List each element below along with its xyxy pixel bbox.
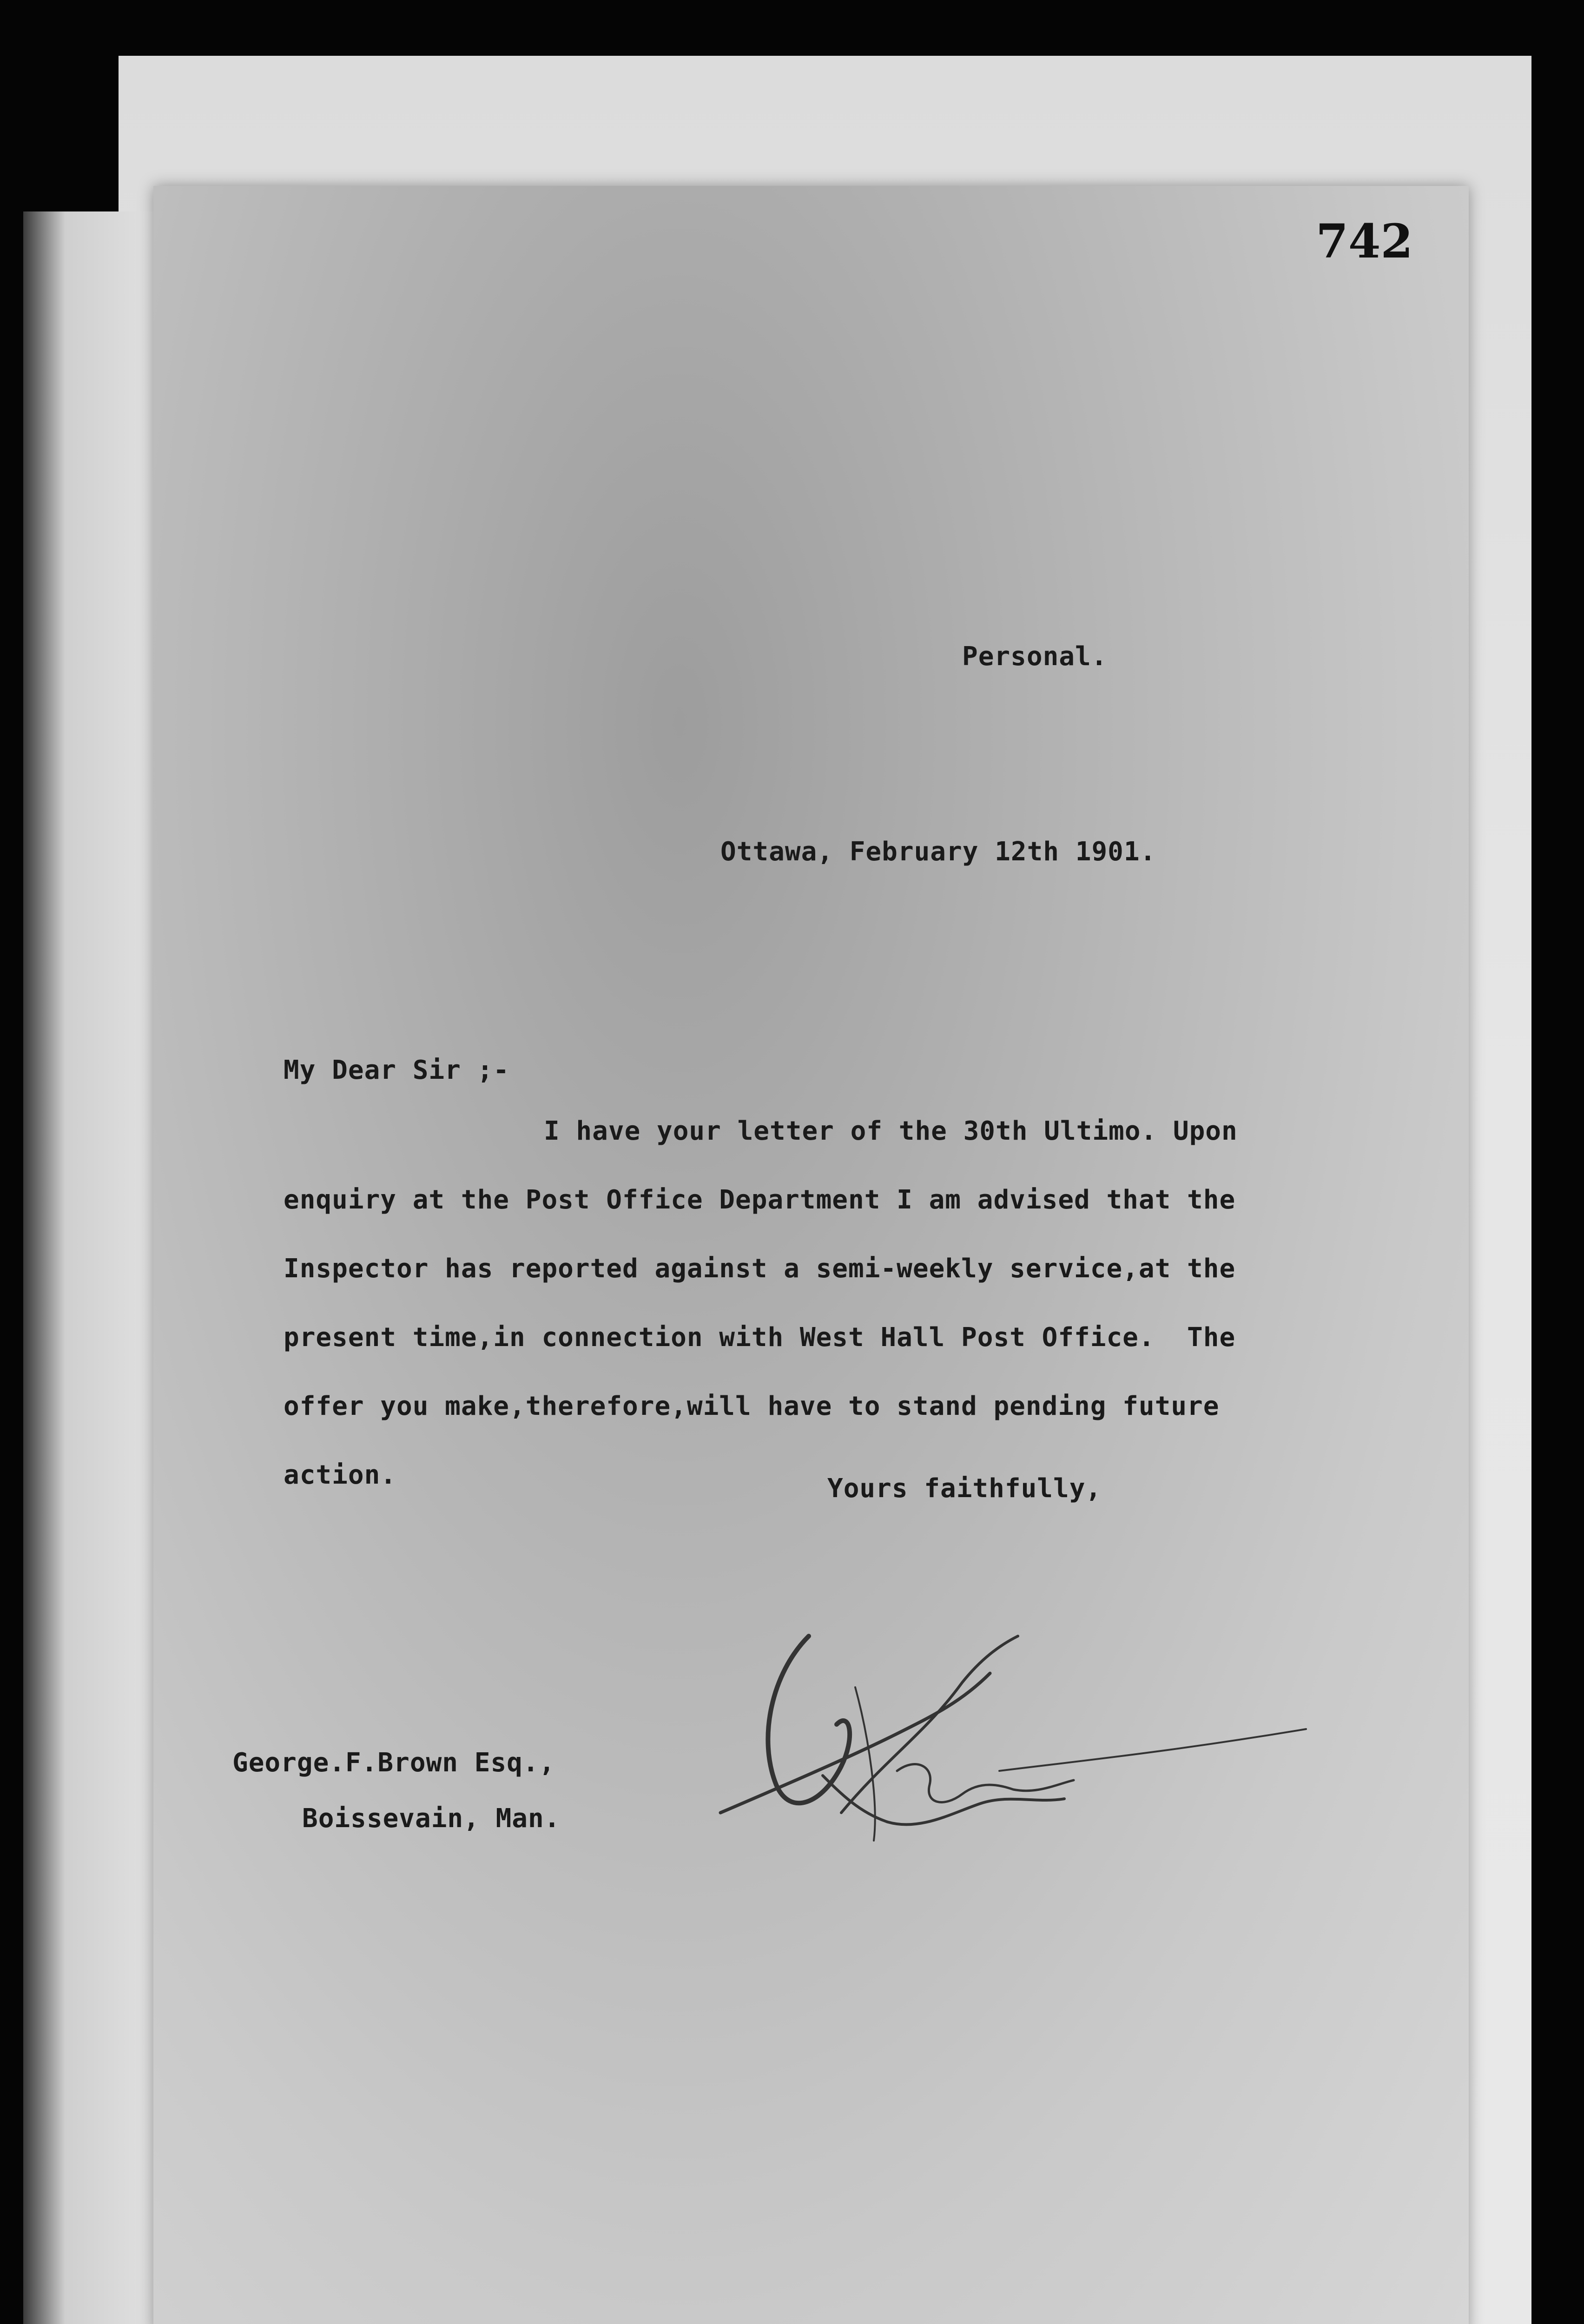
salutation: My Dear Sir ;- xyxy=(284,1055,510,1085)
body-line: action. xyxy=(284,1460,397,1490)
body-line: I have your letter of the 30th Ultimo. Upon xyxy=(544,1116,1238,1146)
letter-sheet xyxy=(153,186,1469,2324)
body-line: present time,in connection with West Hall Post Office. The xyxy=(284,1322,1236,1353)
body-line: offer you make,therefore,will have to stand pending future xyxy=(284,1391,1220,1421)
left-folded-strip xyxy=(23,211,163,2324)
recipient-name: George.F.Brown Esq., xyxy=(232,1748,555,1778)
date-line: Ottawa, February 12th 1901. xyxy=(720,837,1156,867)
closing: Yours faithfully, xyxy=(827,1473,1102,1504)
letter-heading: Personal. xyxy=(962,641,1108,672)
recipient-place: Boissevain, Man. xyxy=(302,1803,561,1834)
signature-scribble xyxy=(702,1618,1353,1859)
letter-body xyxy=(284,1097,1445,1510)
body-line: Inspector has reported against a semi-weekly service,at the xyxy=(284,1254,1236,1284)
page-number: 742 xyxy=(1316,214,1413,269)
body-line: enquiry at the Post Office Department I am advised that the xyxy=(284,1185,1236,1215)
